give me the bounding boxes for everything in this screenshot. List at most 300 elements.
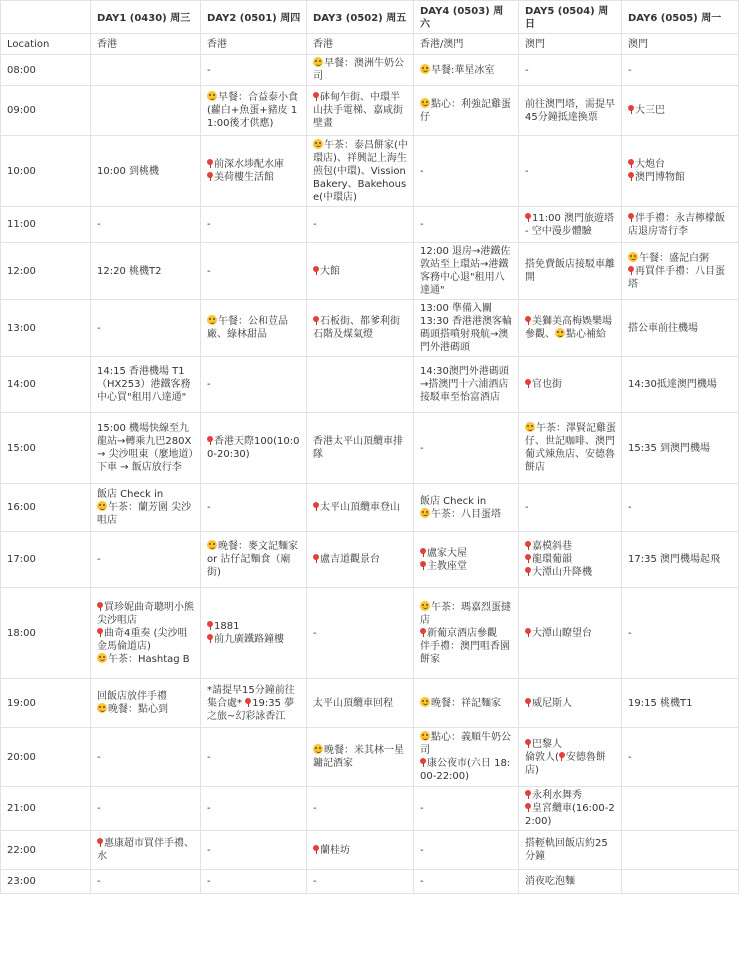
smiling-face-icon <box>207 315 217 325</box>
schedule-line <box>420 315 513 354</box>
round-pushpin-icon <box>628 159 634 168</box>
round-pushpin-icon <box>420 548 426 557</box>
schedule-line <box>97 703 195 716</box>
schedule-cell <box>519 787 622 831</box>
schedule-line <box>628 751 733 764</box>
schedule-line <box>207 378 301 391</box>
schedule-text: 午茶：Hashtag B <box>108 653 190 665</box>
schedule-line <box>97 690 195 703</box>
schedule-line <box>628 627 733 640</box>
schedule-cell <box>201 55 307 86</box>
schedule-line <box>207 540 301 579</box>
schedule-text: 晚餐：點心到 <box>108 704 168 715</box>
schedule-text: 午茶：蘭芳園 尖沙咀店 <box>97 502 192 526</box>
schedule-text: 康公夜市(六日 18:00-22:00) <box>420 758 511 782</box>
schedule-text: - <box>628 751 632 763</box>
schedule-line <box>313 802 408 815</box>
schedule-cell <box>201 588 307 679</box>
day-header: DAY6 (0505) 周一 <box>622 1 739 34</box>
time-row <box>1 55 739 86</box>
schedule-cell <box>201 86 307 136</box>
schedule-text: 點心補給 <box>566 329 606 340</box>
schedule-line <box>313 501 408 514</box>
schedule-cell <box>414 679 519 728</box>
schedule-text: 新葡京酒店參觀 <box>427 627 497 639</box>
schedule-line <box>628 158 733 171</box>
schedule-line <box>313 744 408 770</box>
round-pushpin-icon <box>525 628 531 637</box>
schedule-cell <box>91 55 201 86</box>
schedule-line <box>97 322 195 335</box>
location-cell: 香港 <box>91 34 201 55</box>
schedule-cell <box>414 136 519 207</box>
schedule-text: - <box>207 876 211 887</box>
smiling-face-icon <box>420 98 430 108</box>
time-label: 08:00 <box>1 55 91 86</box>
schedule-line <box>97 802 195 815</box>
round-pushpin-icon <box>207 436 213 445</box>
schedule-line <box>525 212 616 238</box>
time-row <box>1 588 739 679</box>
smiling-face-icon <box>628 252 638 262</box>
smiling-face-icon <box>313 139 323 149</box>
schedule-cell <box>519 870 622 894</box>
schedule-line <box>525 501 616 514</box>
schedule-cell <box>622 413 739 484</box>
schedule-line <box>420 98 513 124</box>
schedule-cell <box>307 870 414 894</box>
schedule-cell <box>91 136 201 207</box>
schedule-line <box>313 553 408 566</box>
round-pushpin-icon <box>420 561 426 570</box>
schedule-text: 搭輕軌回飯店約25分鐘 <box>525 838 608 862</box>
schedule-cell <box>91 86 201 136</box>
schedule-cell <box>91 357 201 413</box>
time-row <box>1 243 739 300</box>
schedule-text: - <box>313 219 317 230</box>
smiling-face-icon <box>525 422 535 432</box>
schedule-line <box>207 265 301 278</box>
time-row <box>1 679 739 728</box>
schedule-line <box>525 627 616 640</box>
round-pushpin-icon <box>313 92 319 101</box>
schedule-text: - <box>313 803 317 814</box>
schedule-cell <box>519 588 622 679</box>
schedule-cell <box>201 870 307 894</box>
schedule-line <box>628 322 733 335</box>
round-pushpin-icon <box>525 567 531 576</box>
schedule-text: 13:30 香港港澳客輪碼頭搭噴射飛航→澳門外港碼頭 <box>420 316 512 353</box>
schedule-text: 晚餐：米其林一星鏞記酒家 <box>313 745 404 769</box>
schedule-line <box>313 265 408 278</box>
schedule-line <box>525 566 616 579</box>
schedule-cell <box>307 484 414 532</box>
schedule-cell <box>201 357 307 413</box>
schedule-text: 蘭桂坊 <box>320 844 350 856</box>
round-pushpin-icon <box>207 159 213 168</box>
schedule-cell <box>622 357 739 413</box>
schedule-cell <box>519 300 622 357</box>
schedule-text: 午茶：泰昌餅家(中環店)、祥興記上海生煎包(中環)、Vission Bakery、Bakehouse(中環店) <box>313 139 408 203</box>
schedule-cell <box>91 207 201 243</box>
round-pushpin-icon <box>97 628 103 637</box>
schedule-line <box>207 435 301 461</box>
schedule-cell <box>414 300 519 357</box>
time-row <box>1 787 739 831</box>
schedule-cell <box>91 300 201 357</box>
location-cell: 澳門 <box>622 34 739 55</box>
round-pushpin-icon <box>525 698 531 707</box>
round-pushpin-icon <box>245 698 251 707</box>
schedule-text: 回飯店放伴手禮 <box>97 691 167 702</box>
schedule-line <box>628 265 733 291</box>
schedule-cell <box>91 484 201 532</box>
schedule-cell <box>414 357 519 413</box>
time-label: 23:00 <box>1 870 91 894</box>
time-row <box>1 831 739 870</box>
time-label: 16:00 <box>1 484 91 532</box>
smiling-face-icon <box>97 653 107 663</box>
round-pushpin-icon <box>525 739 531 748</box>
schedule-line <box>313 875 408 888</box>
schedule-cell <box>414 588 519 679</box>
time-label: 20:00 <box>1 728 91 787</box>
time-row <box>1 870 739 894</box>
schedule-text: 前往澳門塔，需提早45分鐘抵達換票 <box>525 98 615 123</box>
schedule-text: 12:00 退房→港鐵佐敦站至上環站→港鐵客務中心退"租用八達通" <box>420 246 511 296</box>
schedule-line <box>207 218 301 231</box>
location-label: Location <box>1 34 91 55</box>
schedule-line <box>628 212 733 238</box>
schedule-text: 伴手禮：澳門咀香園餅家 <box>420 640 510 665</box>
smiling-face-icon <box>420 64 430 74</box>
time-label: 19:00 <box>1 679 91 728</box>
schedule-text: 龍環葡韻 <box>532 554 572 565</box>
schedule-text: - <box>207 265 211 277</box>
schedule-line <box>97 553 195 566</box>
schedule-text: 前九廣鐵路鐘樓 <box>214 634 284 645</box>
schedule-line <box>313 435 408 461</box>
schedule-line <box>207 751 301 764</box>
schedule-text: 曲奇4重奏 (尖沙咀金馬倫道店) <box>97 627 188 652</box>
schedule-text: 巴黎人 <box>532 738 562 750</box>
schedule-line <box>207 802 301 815</box>
schedule-text: 美荷樓生活館 <box>214 172 274 183</box>
schedule-line <box>420 875 513 888</box>
schedule-text: 威尼斯人 <box>532 697 572 709</box>
schedule-text: 10:00 到桃機 <box>97 165 159 177</box>
header-row <box>1 1 739 34</box>
location-row <box>1 34 739 55</box>
smiling-face-icon <box>97 703 107 713</box>
round-pushpin-icon <box>313 554 319 563</box>
schedule-text: 消夜吃泡麵 <box>525 876 575 887</box>
schedule-cell <box>201 831 307 870</box>
time-row <box>1 357 739 413</box>
schedule-line <box>420 757 513 783</box>
schedule-text: - <box>97 876 101 887</box>
schedule-text: 美獅美高梅娛樂場參觀、 <box>525 316 612 340</box>
schedule-text: 澳門博物館 <box>635 172 685 183</box>
day-header: DAY5 (0504) 周日 <box>519 1 622 34</box>
schedule-text: 盧家大屋 <box>427 547 467 559</box>
schedule-cell <box>307 532 414 588</box>
schedule-line <box>525 697 616 710</box>
schedule-cell <box>622 831 739 870</box>
schedule-line <box>628 171 733 184</box>
smiling-face-icon <box>420 731 430 741</box>
schedule-cell <box>307 300 414 357</box>
schedule-line <box>525 837 616 863</box>
schedule-line <box>420 802 513 815</box>
schedule-cell <box>622 86 739 136</box>
schedule-cell <box>201 787 307 831</box>
schedule-text: 午茶：瑪嘉烈蛋撻店 <box>420 601 511 626</box>
location-cell: 澳門 <box>519 34 622 55</box>
time-label: 13:00 <box>1 300 91 357</box>
round-pushpin-icon <box>559 752 565 761</box>
schedule-line <box>628 501 733 514</box>
schedule-cell <box>519 357 622 413</box>
round-pushpin-icon <box>525 316 531 325</box>
schedule-line <box>97 365 195 404</box>
schedule-cell <box>622 300 739 357</box>
schedule-cell <box>519 831 622 870</box>
schedule-cell <box>414 86 519 136</box>
schedule-cell <box>414 831 519 870</box>
schedule-line <box>420 245 513 297</box>
schedule-cell <box>307 55 414 86</box>
round-pushpin-icon <box>525 213 531 222</box>
schedule-text: - <box>97 219 101 230</box>
schedule-text: 再買伴手禮：八目蛋塔 <box>628 265 725 290</box>
schedule-line <box>420 697 513 710</box>
schedule-text: 皇宮纜車(16:00-22:00) <box>525 803 615 827</box>
schedule-text: - <box>420 442 424 454</box>
schedule-text: 早餐：澳洲牛奶公司 <box>313 58 404 82</box>
schedule-cell <box>201 728 307 787</box>
schedule-line <box>420 627 513 640</box>
schedule-cell <box>307 787 414 831</box>
schedule-text: 砵甸乍街、中環半山扶手電梯、嘉咸街壁畫 <box>313 92 403 129</box>
schedule-cell <box>414 728 519 787</box>
schedule-cell <box>519 728 622 787</box>
schedule-line <box>97 627 195 653</box>
schedule-text: 盧吉道觀景台 <box>320 554 380 565</box>
time-row <box>1 136 739 207</box>
schedule-text: 伴手禮：永吉檸檬飯店退房寄行李 <box>628 212 725 237</box>
schedule-text: 石板街、都爹利街石階及煤氣燈 <box>313 316 400 340</box>
schedule-cell <box>201 136 307 207</box>
smiling-face-icon <box>313 744 323 754</box>
schedule-text: - <box>420 165 424 177</box>
schedule-line <box>313 315 408 341</box>
schedule-line <box>420 64 513 77</box>
round-pushpin-icon <box>628 105 634 114</box>
schedule-cell <box>91 679 201 728</box>
schedule-cell <box>201 300 307 357</box>
schedule-text: 搭免費飯店接駁車離開 <box>525 259 615 283</box>
schedule-cell <box>414 243 519 300</box>
schedule-text: - <box>97 751 101 763</box>
schedule-text: 主教座堂 <box>427 560 467 572</box>
day-header: DAY1 (0430) 周三 <box>91 1 201 34</box>
schedule-text: - <box>97 322 101 334</box>
schedule-text: - <box>525 165 529 177</box>
schedule-text: - <box>313 876 317 887</box>
schedule-line <box>97 601 195 627</box>
schedule-cell <box>201 207 307 243</box>
schedule-line <box>97 265 195 278</box>
schedule-text: 太平山頂纜車登山 <box>320 502 400 513</box>
schedule-cell <box>622 588 739 679</box>
round-pushpin-icon <box>420 758 426 767</box>
schedule-cell <box>622 728 739 787</box>
schedule-cell <box>622 207 739 243</box>
schedule-text: 大館 <box>320 265 340 277</box>
schedule-text: 15:35 到澳門機場 <box>628 442 710 454</box>
schedule-line <box>628 378 733 391</box>
schedule-cell <box>91 588 201 679</box>
schedule-line <box>525 738 616 751</box>
schedule-text: 晚餐：麥文記麵家 or 沾仔記麵食（廟街) <box>207 541 298 578</box>
schedule-cell <box>519 136 622 207</box>
round-pushpin-icon <box>97 602 103 611</box>
schedule-line <box>207 620 301 633</box>
schedule-text: 飯店 Check in <box>97 489 164 500</box>
schedule-line <box>420 640 513 666</box>
schedule-text: 飯店 Check in <box>420 495 487 507</box>
smiling-face-icon <box>420 601 430 611</box>
schedule-cell <box>622 679 739 728</box>
schedule-cell <box>622 136 739 207</box>
time-row <box>1 532 739 588</box>
schedule-cell <box>307 357 414 413</box>
round-pushpin-icon <box>628 266 634 275</box>
schedule-text: - <box>97 554 101 565</box>
schedule-cell <box>414 413 519 484</box>
schedule-line <box>97 218 195 231</box>
schedule-text: 19:35 夢之旅~幻彩詠香江 <box>207 697 295 722</box>
schedule-cell <box>201 243 307 300</box>
schedule-cell <box>307 136 414 207</box>
schedule-text: - <box>420 219 424 230</box>
location-cell: 香港/澳門 <box>414 34 519 55</box>
schedule-line <box>313 139 408 204</box>
schedule-line <box>97 422 195 474</box>
schedule-text: 大潭山升降機 <box>532 567 592 578</box>
smiling-face-icon <box>555 328 565 338</box>
schedule-cell <box>201 484 307 532</box>
schedule-cell <box>307 588 414 679</box>
time-label: 17:00 <box>1 532 91 588</box>
schedule-text: - <box>207 64 211 76</box>
schedule-line <box>207 684 301 723</box>
schedule-cell <box>519 55 622 86</box>
schedule-cell <box>414 207 519 243</box>
schedule-line <box>97 488 195 501</box>
schedule-cell <box>519 484 622 532</box>
schedule-line <box>525 98 616 124</box>
schedule-line <box>207 91 301 130</box>
schedule-line <box>97 751 195 764</box>
schedule-text: - <box>207 844 211 856</box>
schedule-line <box>525 378 616 391</box>
time-label: 14:00 <box>1 357 91 413</box>
schedule-text: 早餐：合益泰小食(蘿白+魚蛋+豬皮 11:00後才供應) <box>207 92 298 129</box>
schedule-cell <box>414 787 519 831</box>
schedule-line <box>420 731 513 757</box>
time-label: 15:00 <box>1 413 91 484</box>
schedule-line <box>420 547 513 560</box>
time-label: 22:00 <box>1 831 91 870</box>
round-pushpin-icon <box>313 845 319 854</box>
schedule-text: 點心：義順牛奶公司 <box>420 732 511 756</box>
schedule-line <box>207 158 301 171</box>
schedule-line <box>628 697 733 710</box>
round-pushpin-icon <box>207 634 213 643</box>
schedule-cell <box>307 207 414 243</box>
schedule-text: - <box>628 64 632 76</box>
day-header: DAY2 (0501) 周四 <box>201 1 307 34</box>
schedule-line <box>525 64 616 77</box>
schedule-line <box>97 875 195 888</box>
schedule-text: - <box>97 803 101 814</box>
schedule-line <box>420 844 513 857</box>
schedule-text: 午餐：盛記白粥 <box>639 252 709 264</box>
schedule-text: 晚餐：祥記麵家 <box>431 697 501 709</box>
location-cell: 香港 <box>307 34 414 55</box>
schedule-text: - <box>313 627 317 639</box>
schedule-line <box>525 165 616 178</box>
schedule-line <box>420 165 513 178</box>
schedule-cell <box>307 728 414 787</box>
schedule-cell <box>519 243 622 300</box>
schedule-line <box>207 633 301 646</box>
schedule-text: 12:20 桃機T2 <box>97 265 162 277</box>
schedule-text: - <box>207 803 211 814</box>
smiling-face-icon <box>207 91 217 101</box>
schedule-text: - <box>420 803 424 814</box>
schedule-line <box>628 553 733 566</box>
schedule-cell <box>414 532 519 588</box>
schedule-line <box>313 91 408 130</box>
schedule-text: - <box>628 627 632 639</box>
schedule-text: 午餐：公和荳品廠、綠林甜品 <box>207 316 288 340</box>
schedule-text: 香港天際100(10:00-20:30) <box>207 436 300 460</box>
schedule-text: 前深水埗配水庫 <box>214 159 284 170</box>
schedule-text: 安德魯餅店) <box>525 751 606 776</box>
schedule-text: 午茶：八目蛋塔 <box>431 508 501 520</box>
round-pushpin-icon <box>525 803 531 812</box>
schedule-line <box>420 218 513 231</box>
schedule-text: - <box>207 751 211 763</box>
time-row <box>1 86 739 136</box>
schedule-text: - <box>525 502 529 513</box>
schedule-line <box>420 302 513 315</box>
schedule-text: - <box>207 502 211 513</box>
schedule-cell <box>91 243 201 300</box>
smiling-face-icon <box>97 501 107 511</box>
schedule-text: 早餐:華星冰室 <box>431 64 495 76</box>
schedule-text: 15:00 機場快線至九龍站→轉乘九巴280X → 尖沙咀東（麼地道）下車 → 飯店放行李 <box>97 423 194 473</box>
header-corner <box>1 1 91 34</box>
schedule-line <box>525 875 616 888</box>
schedule-cell <box>307 413 414 484</box>
round-pushpin-icon <box>97 838 103 847</box>
schedule-text: - <box>420 876 424 887</box>
schedule-cell <box>622 532 739 588</box>
